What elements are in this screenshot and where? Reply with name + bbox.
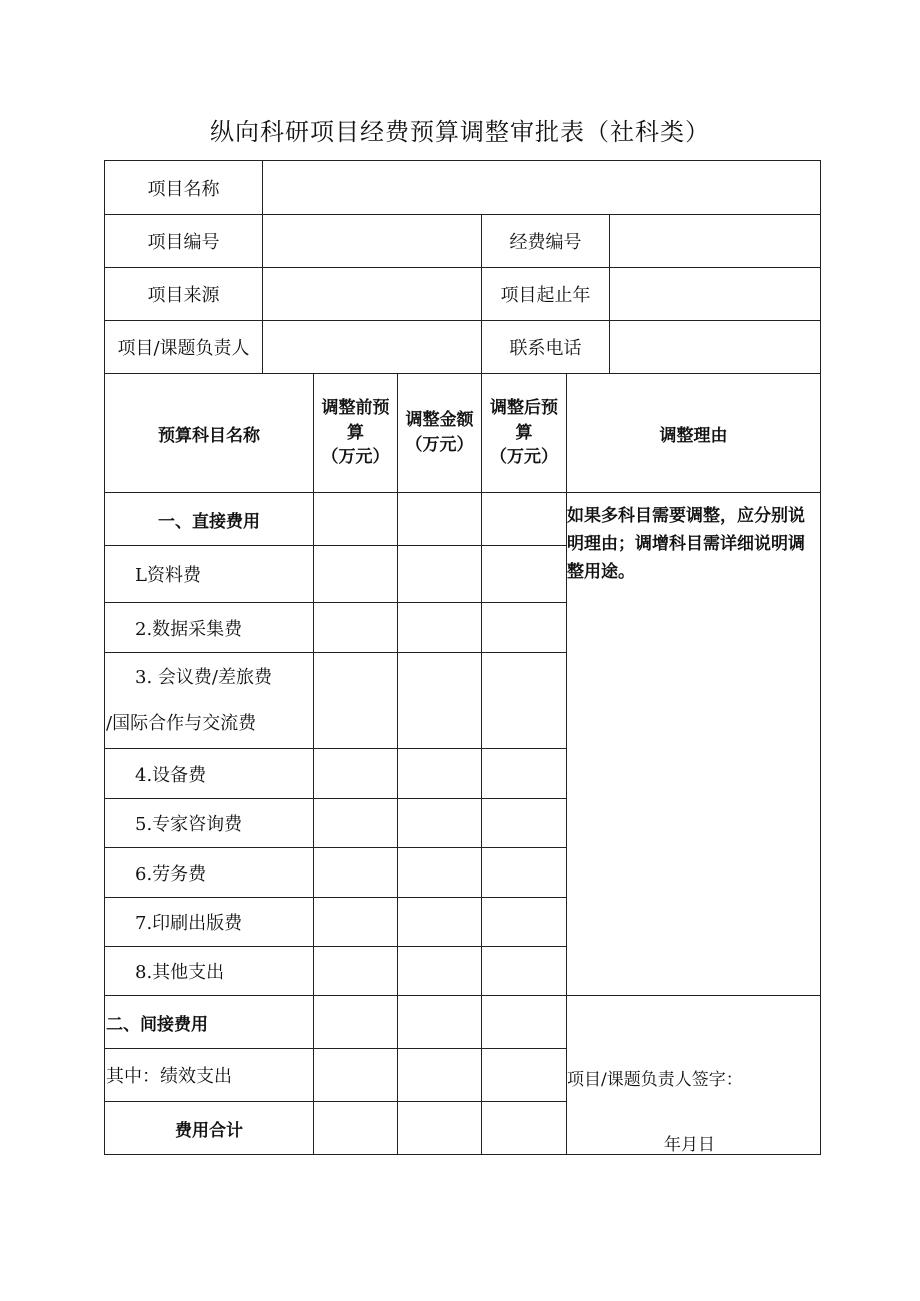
- row-performance: 其中：绩效支出: [106, 1066, 232, 1087]
- budget-item-header: 预算科目名称: [158, 425, 260, 446]
- after-budget-header: 调整后预 算 （万元）: [490, 398, 558, 468]
- before-budget-header: 调整前预 算 （万元）: [321, 398, 390, 468]
- project-name-label: 项目名称: [147, 178, 220, 200]
- fund-no-label: 经费编号: [509, 232, 582, 253]
- adjust-reason-header: 调整理由: [659, 425, 728, 446]
- row-labor: 6.劳务费: [135, 863, 207, 885]
- project-period-label: 项目起止年: [500, 285, 591, 306]
- signature-label: 项目/课题负责人签字：: [567, 1069, 743, 1090]
- row-materials: L资料费: [135, 565, 201, 586]
- row-expert-consulting: 5.专家咨询费: [135, 814, 243, 835]
- project-source-label: 项目来源: [147, 285, 220, 306]
- row-equipment: 4.设备费: [135, 764, 207, 786]
- row-direct-cost: 一、直接费用: [158, 511, 260, 532]
- adjust-amount-header: 调整金额 （万元）: [405, 410, 474, 455]
- row-printing: 7.印刷出版费: [135, 913, 243, 934]
- row-data-collection: 2.数据采集费: [135, 618, 243, 640]
- project-no-label: 项目编号: [147, 232, 220, 253]
- adjust-reason-note: 如果多科目需要调整，应分别说明理由；调增科目需详细说明调整用途。: [567, 506, 805, 582]
- row-total: 费用合计: [175, 1120, 243, 1141]
- page-title: 纵向科研项目经费预算调整审批表（社科类）: [210, 118, 710, 146]
- phone-label: 联系电话: [509, 338, 582, 359]
- signature-date: 年月日: [664, 1134, 715, 1155]
- project-leader-label: 项目/课题负责人: [117, 338, 250, 359]
- row-indirect-cost: 二、间接费用: [106, 1014, 208, 1035]
- row-meeting-travel: 3. 会议费/差旅费 /国际合作与交流费: [106, 666, 272, 734]
- row-other: 8.其他支出: [135, 962, 225, 983]
